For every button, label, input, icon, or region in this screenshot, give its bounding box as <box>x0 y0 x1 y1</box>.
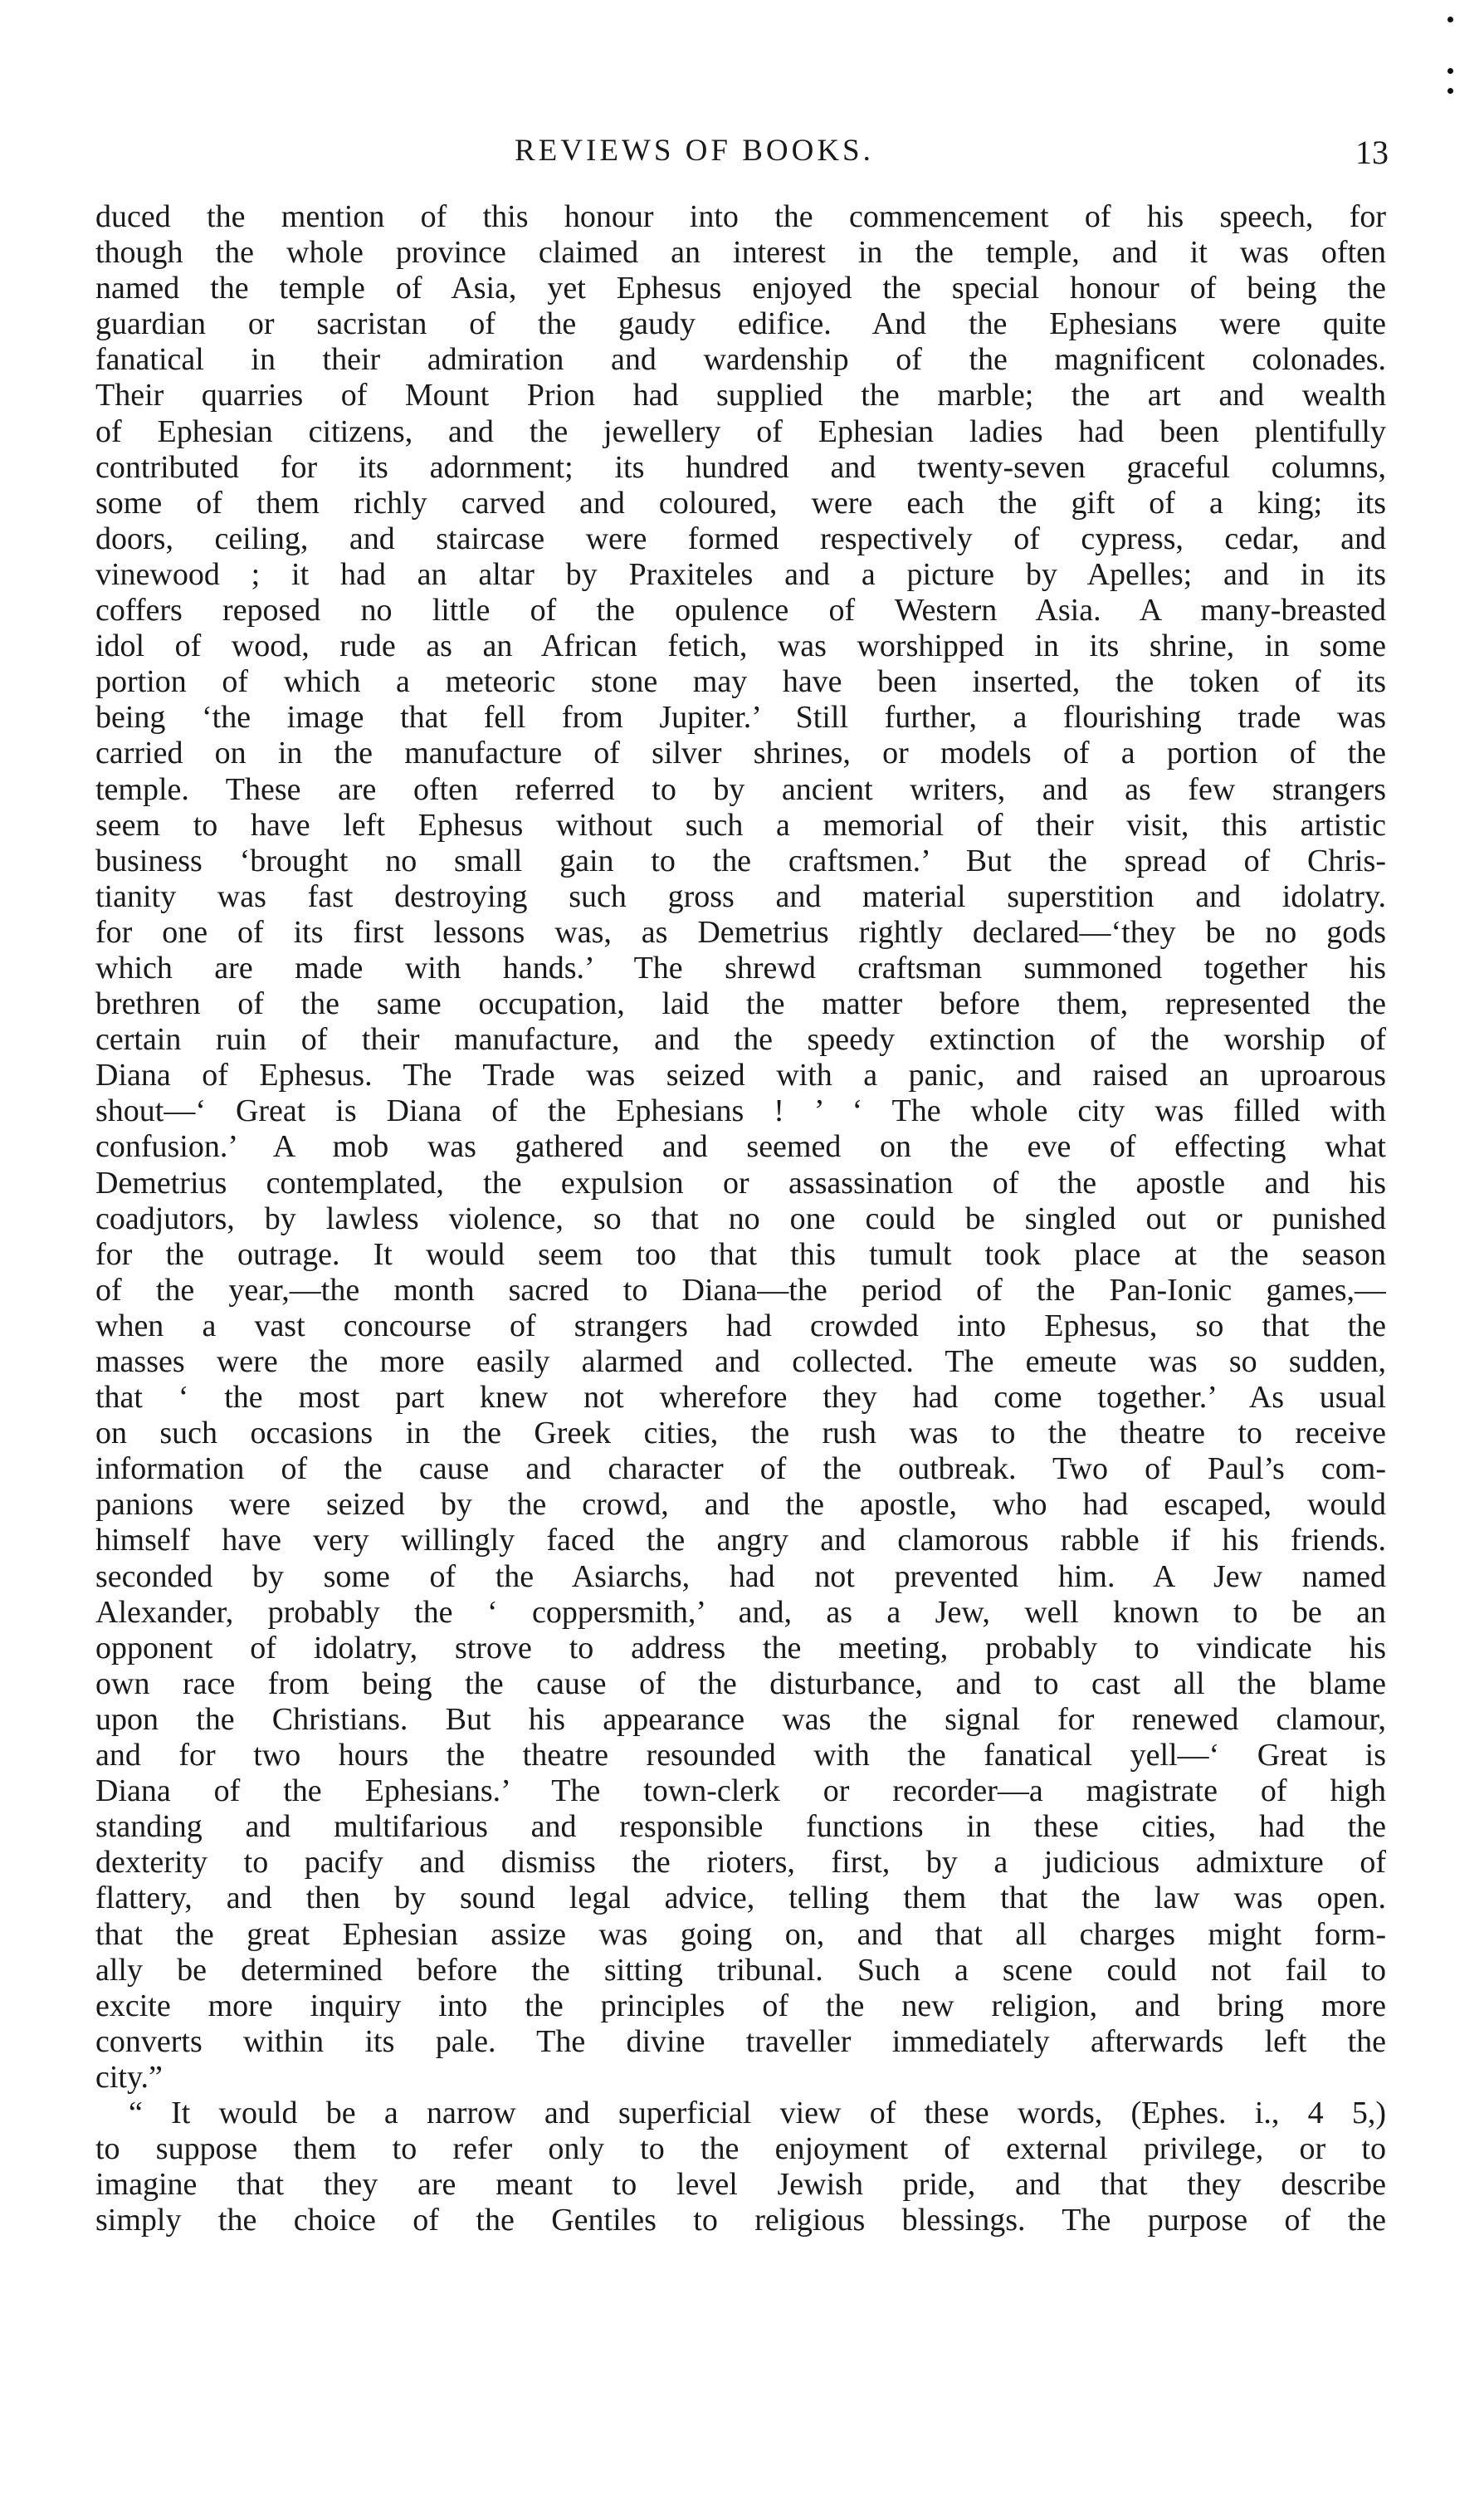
text-line: shout—‘ Great is Diana of the Ephesians ! ’ ‘ The whole city was filled with <box>95 1093 1386 1129</box>
text-line: certain ruin of their manufacture, and the speedy extinction of the worship of <box>95 1022 1386 1058</box>
page-number: 13 <box>1355 134 1389 171</box>
margin-marks <box>1443 17 1459 108</box>
text-line: dexterity to pacify and dismiss the rioters, first, by a judicious admixture of <box>95 1845 1386 1881</box>
text-line: own race from being the cause of the disturbance, and to cast all the blame <box>95 1665 1386 1701</box>
text-line: Demetrius contemplated, the expulsion or assassination of the apostle and his <box>95 1165 1386 1201</box>
text-line: named the temple of Asia, yet Ephesus enjoyed the special honour of being the <box>95 271 1386 306</box>
text-line: ally be determined before the sitting tribunal. Such a scene could not fail to <box>95 1952 1386 1988</box>
text-line: seem to have left Ephesus without such a memorial of their visit, this artistic <box>95 807 1386 843</box>
text-line: of the year,—the month sacred to Diana—the period of the Pan-Ionic games,— <box>95 1272 1386 1308</box>
text-line: panions were seized by the crowd, and the apostle, who had escaped, would <box>95 1487 1386 1523</box>
text-line: being ‘the image that fell from Jupiter.’ Still further, a flourishing trade was <box>95 700 1386 736</box>
text-line: carried on in the manufacture of silver shrines, or models of a portion of the <box>95 736 1386 771</box>
text-line: for one of its first lessons was, as Demetrius rightly declared—‘they be no gods <box>95 914 1386 950</box>
margin-dot <box>1447 88 1453 94</box>
text-line: flattery, and then by sound legal advice, telling them that the law was open. <box>95 1881 1386 1916</box>
text-line: when a vast concourse of strangers had crowded into Ephesus, so that the <box>95 1308 1386 1343</box>
page-header <box>0 133 1484 183</box>
text-line: that the great Ephesian assize was going on, and that all charges might form- <box>95 1916 1386 1952</box>
text-line: tianity was fast destroying such gross and material superstition and idolatry. <box>95 878 1386 914</box>
text-line: information of the cause and character of the outbreak. Two of Paul’s com- <box>95 1451 1386 1487</box>
text-line: business ‘brought no small gain to the craftsmen.’ But the spread of Chris- <box>95 843 1386 878</box>
text-line: confusion.’ A mob was gathered and seemed on the eve of effecting what <box>95 1129 1386 1165</box>
text-line: seconded by some of the Asiarchs, had not prevented him. A Jew named <box>95 1558 1386 1594</box>
text-line: and for two hours the theatre resounded with the fanatical yell—‘ Great is <box>95 1738 1386 1773</box>
text-line: converts within its pale. The divine traveller immediately afterwards left the <box>95 2023 1386 2059</box>
text-line: doors, ceiling, and staircase were formed respectively of cypress, cedar, and <box>95 521 1386 556</box>
text-line: coadjutors, by lawless violence, so that no one could be singled out or punished <box>95 1201 1386 1236</box>
text-line: Alexander, probably the ‘ coppersmith,’ and, as a Jew, well known to be an <box>95 1594 1386 1630</box>
text-line: which are made with hands.’ The shrewd craftsman summoned together his <box>95 950 1386 986</box>
text-line: masses were the more easily alarmed and collected. The emeute was so sudden, <box>95 1344 1386 1379</box>
text-line: opponent of idolatry, strove to address the meeting, probably to vindicate his <box>95 1630 1386 1665</box>
text-line: that ‘ the most part knew not wherefore they had come together.’ As usual <box>95 1380 1386 1416</box>
text-line: guardian or sacristan of the gaudy edifice. And the Ephesians were quite <box>95 306 1386 342</box>
text-line: upon the Christians. But his appearance was the signal for renewed clamour, <box>95 1701 1386 1737</box>
text-line: duced the mention of this honour into the commencement of his speech, for <box>95 199 1386 234</box>
text-line: Diana of Ephesus. The Trade was seized with a panic, and raised an uproarous <box>95 1058 1386 1093</box>
text-line: “ It would be a narrow and superficial view of these words, (Ephes. i., 4 5,) <box>129 2095 1386 2130</box>
text-line: fanatical in their admiration and wardenship of the magnificent colonades. <box>95 342 1386 378</box>
text-line: of Ephesian citizens, and the jewellery of Ephesian ladies had been plentifully <box>95 413 1386 449</box>
text-line: coffers reposed no little of the opulence of Western Asia. A many-breasted <box>95 593 1386 628</box>
margin-dot <box>1447 68 1453 74</box>
text-line: himself have very willingly faced the angry and clamorous rabble if his friends. <box>95 1523 1386 1558</box>
text-line: portion of which a meteoric stone may have been inserted, the token of its <box>95 664 1386 700</box>
text-line: Their quarries of Mount Prion had supplied the marble; the art and wealth <box>95 378 1386 413</box>
text-line: for the outrage. It would seem too that this tumult took place at the season <box>95 1236 1386 1272</box>
margin-dot <box>1447 17 1453 22</box>
text-line: some of them richly carved and coloured, were each the gift of a king; its <box>95 485 1386 521</box>
text-line: Diana of the Ephesians.’ The town-clerk or recorder—a magistrate of high <box>95 1773 1386 1809</box>
text-line: to suppose them to refer only to the enjoyment of external privilege, or to <box>95 2131 1386 2167</box>
text-line: temple. These are often referred to by ancient writers, and as few strangers <box>95 771 1386 807</box>
text-line: standing and multifarious and responsible functions in these cities, had the <box>95 1809 1386 1845</box>
running-head: REVIEWS OF BOOKS. <box>515 134 874 168</box>
text-line: brethren of the same occupation, laid the matter before them, represented the <box>95 986 1386 1022</box>
text-line: though the whole province claimed an interest in the temple, and it was often <box>95 235 1386 271</box>
text-line: idol of wood, rude as an African fetich, was worshipped in its shrine, in some <box>95 628 1386 664</box>
text-line: excite more inquiry into the principles of the new religion, and bring more <box>95 1988 1386 2023</box>
body-text <box>95 199 1386 2238</box>
text-line: vinewood ; it had an altar by Praxiteles and a picture by Apelles; and in its <box>95 556 1386 592</box>
text-line: simply the choice of the Gentiles to religious blessings. The purpose of the <box>95 2203 1386 2238</box>
text-line: contributed for its adornment; its hundred and twenty-seven graceful columns, <box>95 449 1386 485</box>
text-line: city.” <box>95 2059 163 2095</box>
text-line: on such occasions in the Greek cities, the rush was to the theatre to receive <box>95 1416 1386 1451</box>
text-line: imagine that they are meant to level Jewish pride, and that they describe <box>95 2167 1386 2203</box>
